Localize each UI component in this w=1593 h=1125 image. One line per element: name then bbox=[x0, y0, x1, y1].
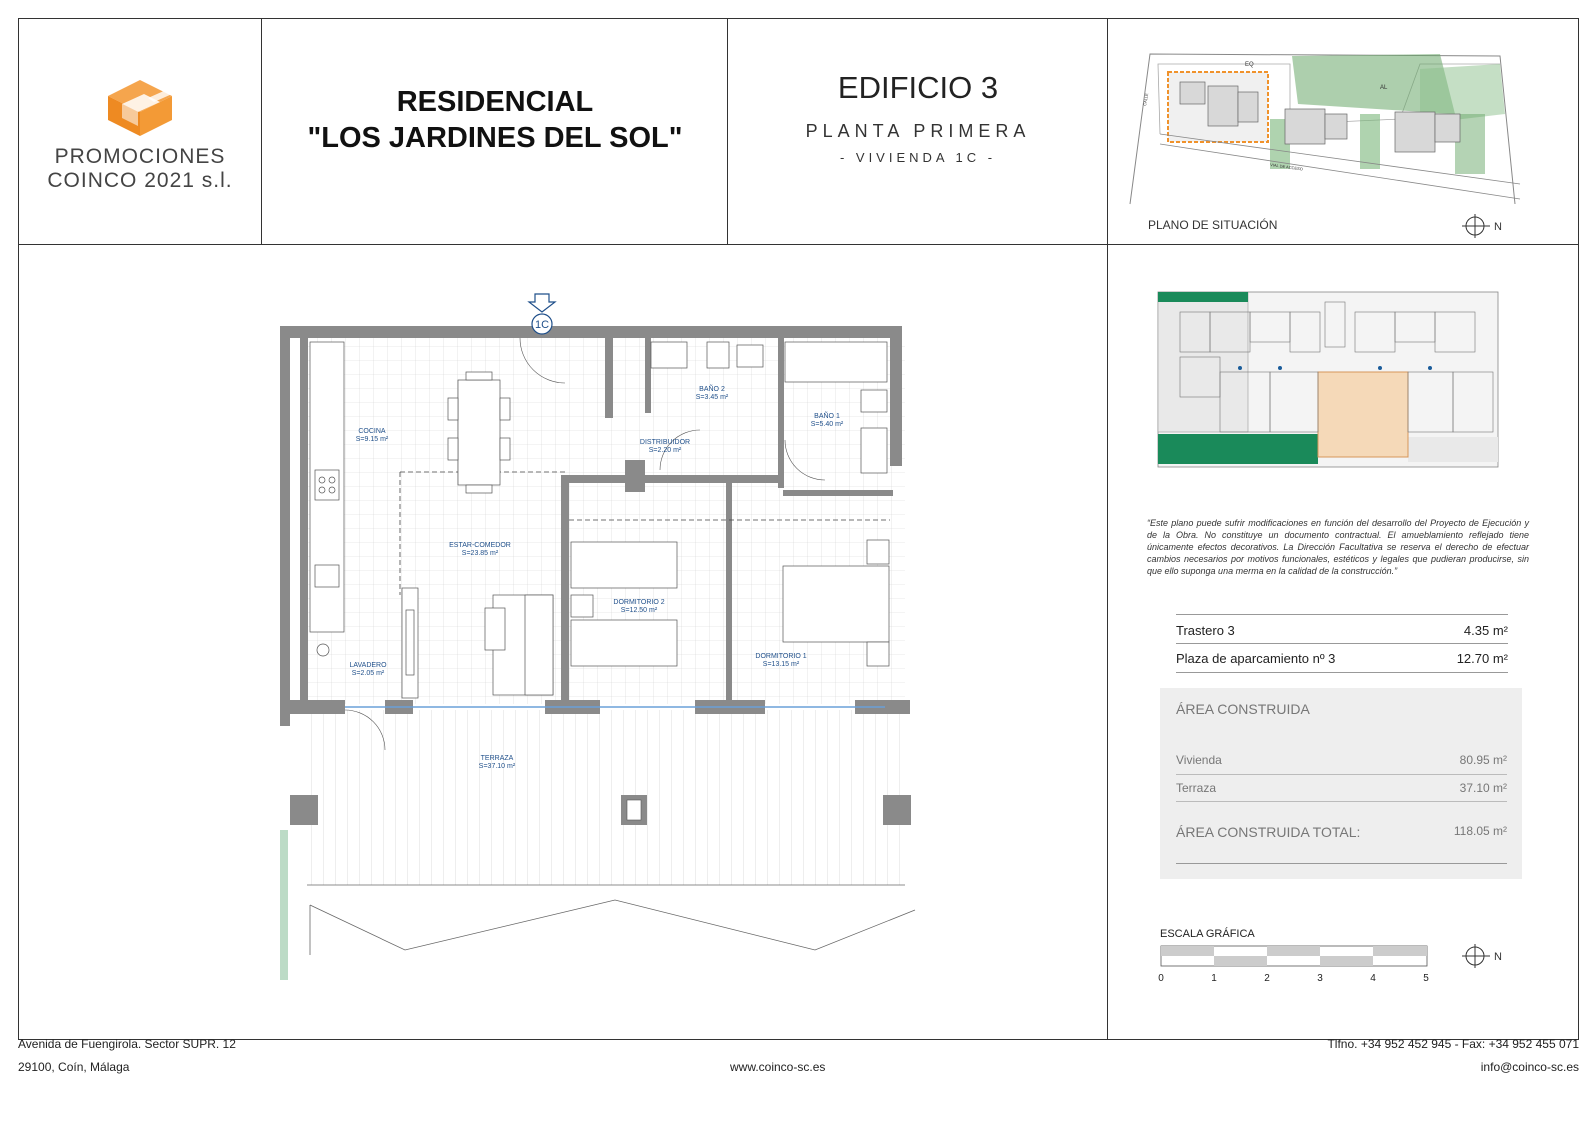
north-arrow-icon bbox=[1460, 212, 1506, 240]
area-rule bbox=[1176, 863, 1507, 864]
company-name-line1: PROMOCIONES bbox=[54, 145, 226, 168]
area-row-vivienda bbox=[1176, 753, 1507, 767]
room-label-dormitorio-1 bbox=[755, 653, 806, 668]
site-label-street: VIAL DE ACCESO bbox=[1269, 162, 1304, 172]
svg-text:S=2.05 m²: S=2.05 m² bbox=[351, 670, 385, 677]
svg-text:S=5.40 m²: S=5.40 m² bbox=[810, 421, 844, 428]
svg-text:N: N bbox=[1494, 221, 1502, 233]
scale-tick: 1 bbox=[1211, 973, 1217, 984]
extras-label: Trastero 3 bbox=[1176, 623, 1235, 638]
site-label-al: AL bbox=[1380, 85, 1388, 91]
site-plan-caption: PLANO DE SITUACIÓN bbox=[1148, 218, 1278, 232]
area-row-terraza bbox=[1176, 781, 1507, 795]
room-label-lavadero bbox=[349, 662, 387, 677]
extras-value: 4.35 m² bbox=[1463, 623, 1508, 638]
company-name-line2: COINCO 2021 s.l. bbox=[47, 169, 233, 192]
svg-text:BAÑO 1: BAÑO 1 bbox=[814, 413, 840, 420]
extras-rule-top bbox=[1176, 614, 1508, 615]
svg-text:DORMITORIO 2: DORMITORIO 2 bbox=[613, 599, 665, 606]
extras-row-storage bbox=[1176, 623, 1508, 638]
unit-title: - VIVIENDA 1C - bbox=[839, 150, 997, 165]
svg-text:S=9.15 m²: S=9.15 m² bbox=[355, 436, 389, 443]
sidebar-divider bbox=[1107, 18, 1108, 1040]
svg-text:TERRAZA: TERRAZA bbox=[480, 755, 514, 762]
svg-text:S=2.20 m²: S=2.20 m² bbox=[648, 447, 682, 454]
area-row-total bbox=[1176, 824, 1507, 840]
header-divider bbox=[18, 244, 1579, 245]
floor-title: PLANTA PRIMERA bbox=[805, 121, 1031, 141]
footer-address-line1: Avenida de Fuengirola. Sector SUPR. 12 bbox=[18, 1037, 236, 1051]
footer-website-link[interactable]: www.coinco-sc.es bbox=[730, 1060, 826, 1074]
site-plan bbox=[1120, 44, 1530, 212]
svg-text:N: N bbox=[1494, 951, 1502, 963]
area-value: 37.10 m² bbox=[1459, 781, 1507, 795]
svg-text:S=12.50 m²: S=12.50 m² bbox=[620, 607, 658, 614]
svg-text:S=13.15 m²: S=13.15 m² bbox=[762, 661, 800, 668]
area-total-label: ÁREA CONSTRUIDA TOTAL: bbox=[1176, 824, 1361, 840]
company-logo bbox=[100, 74, 180, 138]
scale-tick: 3 bbox=[1317, 973, 1323, 984]
scale-bar bbox=[1158, 944, 1438, 986]
extras-row-parking bbox=[1176, 651, 1508, 666]
area-rule bbox=[1176, 801, 1507, 802]
extras-rule-mid bbox=[1176, 643, 1508, 644]
disclaimer-text: “Este plano puede sufrir modificaciones en función del desarrollo del Proyecto de Ejecución y de la Obra. No constituye un documento contractual. El amueblamiento reflejado tiene únicamente efectos decorativos. La Dirección Facultativa se reserva el derecho de efectuar cambios necesarios por motivos funcionales, estéticos y legales que pudieran producirse, sin que ello suponga una merma en la calidad de la construcción.” bbox=[1147, 518, 1529, 576]
floor-plan bbox=[275, 290, 920, 990]
svg-text:LAVADERO: LAVADERO bbox=[349, 662, 387, 669]
scale-tick: 2 bbox=[1264, 973, 1270, 984]
extras-label: Plaza de aparcamiento nº 3 bbox=[1176, 651, 1336, 666]
svg-text:ESTAR-COMEDOR: ESTAR-COMEDOR bbox=[449, 542, 511, 549]
area-label: Terraza bbox=[1176, 781, 1217, 795]
extras-value: 12.70 m² bbox=[1456, 651, 1508, 666]
svg-text:1C: 1C bbox=[534, 319, 550, 331]
svg-text:DORMITORIO 1: DORMITORIO 1 bbox=[755, 653, 807, 660]
scale-tick: 0 bbox=[1158, 973, 1164, 984]
svg-text:DISTRIBUIDOR: DISTRIBUIDOR bbox=[639, 439, 691, 446]
area-value: 80.95 m² bbox=[1459, 753, 1507, 767]
scale-tick: 5 bbox=[1423, 973, 1429, 984]
area-total-value: 118.05 m² bbox=[1453, 824, 1507, 838]
key-plan bbox=[1150, 262, 1505, 474]
svg-text:COCINA: COCINA bbox=[358, 428, 386, 435]
scale-title: ESCALA GRÁFICA bbox=[1160, 928, 1255, 940]
footer-address-line2: 29100, Coín, Málaga bbox=[18, 1060, 130, 1074]
svg-text:S=37.10 m²: S=37.10 m² bbox=[478, 763, 516, 770]
room-label-terraza bbox=[479, 755, 516, 770]
area-summary bbox=[1160, 688, 1522, 879]
north-arrow-icon bbox=[1460, 942, 1506, 970]
project-title-line1: RESIDENCIAL bbox=[396, 86, 594, 118]
svg-text:S=3.45 m²: S=3.45 m² bbox=[695, 394, 729, 401]
room-label-dormitorio-2 bbox=[613, 599, 664, 614]
footer-email-link[interactable]: info@coinco-sc.es bbox=[1480, 1060, 1579, 1074]
scale-tick: 4 bbox=[1370, 973, 1376, 984]
room-label-bano-1 bbox=[811, 411, 844, 428]
site-label-eq: EQ bbox=[1245, 62, 1254, 68]
footer-phone: Tlfno. +34 952 452 945 - Fax: +34 952 455 071 bbox=[1327, 1037, 1579, 1051]
room-label-cocina bbox=[356, 428, 389, 443]
project-title-line2: "LOS JARDINES DEL SOL" bbox=[307, 122, 683, 154]
unit-marker-icon bbox=[529, 294, 555, 334]
svg-text:S=23.85 m²: S=23.85 m² bbox=[461, 550, 499, 557]
building-title: EDIFICIO 3 bbox=[837, 70, 999, 105]
extras-rule-bottom bbox=[1176, 672, 1508, 673]
area-heading: ÁREA CONSTRUIDA bbox=[1176, 701, 1310, 717]
area-rule bbox=[1176, 774, 1507, 775]
room-label-bano-2 bbox=[696, 384, 729, 401]
svg-text:BAÑO 2: BAÑO 2 bbox=[699, 386, 725, 393]
site-label-calle: CALLE bbox=[1142, 92, 1150, 107]
area-label: Vivienda bbox=[1176, 753, 1222, 767]
